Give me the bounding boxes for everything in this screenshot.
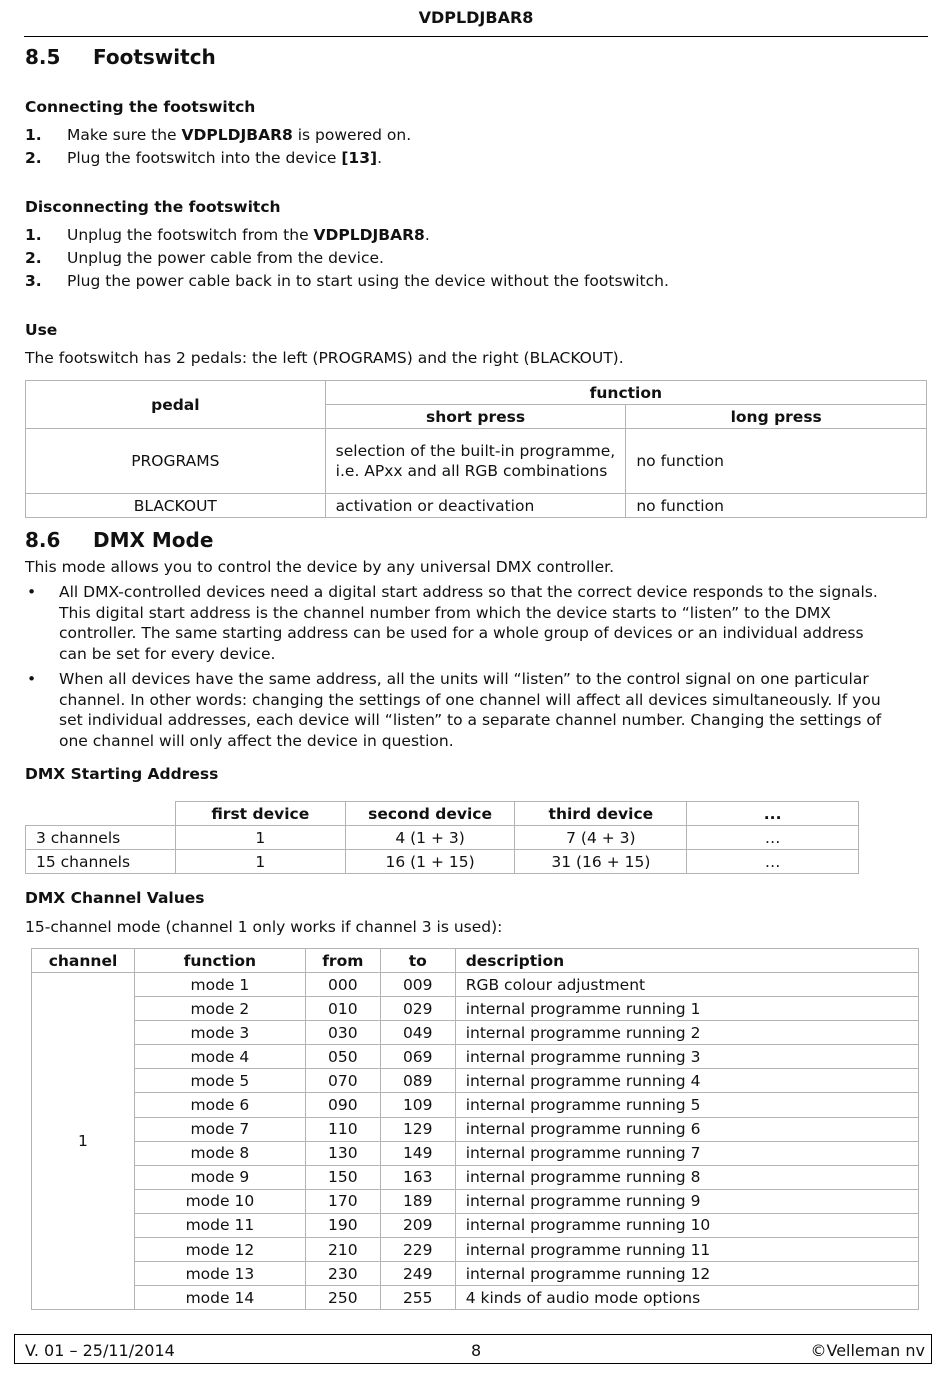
document-title: VDPLDJBAR8 (418, 8, 534, 27)
header-third-device: third device (515, 802, 687, 826)
from-cell: 050 (305, 1045, 380, 1069)
function-cell: mode 11 (134, 1213, 305, 1237)
from-cell: 070 (305, 1069, 380, 1093)
table-row (32, 1117, 919, 1141)
table-row: 15 channels 1 16 (1 + 15) 31 (16 + 15) … (26, 850, 859, 874)
table-row (32, 1165, 919, 1189)
table-row (32, 1262, 919, 1286)
to-cell: 249 (380, 1262, 455, 1286)
description-cell: internal programme running 6 (455, 1117, 918, 1141)
copyright: ©Velleman nv (810, 1341, 925, 1360)
header-function: function (134, 949, 305, 973)
header-first-device: first device (175, 802, 345, 826)
section-heading-dmx-mode: 8.6 DMX Mode (25, 528, 214, 552)
header-from: from (305, 949, 380, 973)
to-cell: 149 (380, 1141, 455, 1165)
description-cell: 4 kinds of audio mode options (455, 1286, 918, 1310)
connect-step-1: 1. Make sure the VDPLDJBAR8 is powered on. (25, 126, 412, 144)
function-cell: mode 13 (134, 1262, 305, 1286)
subheading-use: Use (25, 321, 58, 339)
channel-cell: 1 (32, 973, 135, 1310)
bullet-icon: • (27, 670, 37, 688)
table-row (32, 1286, 919, 1310)
from-cell: 230 (305, 1262, 380, 1286)
disconnect-step-2: 2. Unplug the power cable from the device. (25, 249, 384, 267)
function-cell: mode 8 (134, 1141, 305, 1165)
from-cell: 190 (305, 1213, 380, 1237)
table-row (32, 1069, 919, 1093)
to-cell: 029 (380, 997, 455, 1021)
dmx-intro: This mode allows you to control the device by any universal DMX controller. (25, 558, 615, 576)
header-short-press: short press (325, 405, 626, 429)
from-cell: 030 (305, 1021, 380, 1045)
header-description: description (455, 949, 918, 973)
description-cell: internal programme running 12 (455, 1262, 918, 1286)
pedal-cell: BLACKOUT (26, 494, 326, 518)
to-cell: 129 (380, 1117, 455, 1141)
function-cell: mode 3 (134, 1021, 305, 1045)
description-cell: internal programme running 3 (455, 1045, 918, 1069)
short-press-cell: selection of the built-in programme, i.e. APxx and all RGB combinations (325, 429, 626, 494)
disconnect-step-1: 1. Unplug the footswitch from the VDPLDJBAR8. (25, 226, 430, 244)
dmx-channel-values-table (31, 948, 919, 1310)
short-press-cell: activation or deactivation (325, 494, 626, 518)
function-cell: mode 6 (134, 1093, 305, 1117)
to-cell: 209 (380, 1213, 455, 1237)
header-pedal: pedal (26, 381, 326, 429)
table-row (32, 1213, 919, 1237)
function-cell: mode 10 (134, 1189, 305, 1213)
table-row (32, 1238, 919, 1262)
from-cell: 000 (305, 973, 380, 997)
from-cell: 150 (305, 1165, 380, 1189)
from-cell: 110 (305, 1117, 380, 1141)
header-more: ... (687, 802, 859, 826)
version-date: V. 01 – 25/11/2014 (25, 1341, 175, 1360)
channel-mode-note: 15-channel mode (channel 1 only works if channel 3 is used): (25, 918, 503, 936)
long-press-cell: no function (626, 429, 927, 494)
use-description: The footswitch has 2 pedals: the left (PROGRAMS) and the right (BLACKOUT). (25, 349, 624, 367)
description-cell: internal programme running 5 (455, 1093, 918, 1117)
description-cell: internal programme running 7 (455, 1141, 918, 1165)
function-cell: mode 7 (134, 1117, 305, 1141)
table-row (32, 973, 919, 997)
to-cell: 163 (380, 1165, 455, 1189)
pedal-cell: PROGRAMS (26, 429, 326, 494)
section-heading-footswitch: 8.5 Footswitch (25, 45, 216, 69)
table-row: 3 channels 1 4 (1 + 3) 7 (4 + 3) … (26, 826, 859, 850)
table-row (32, 1141, 919, 1165)
to-cell: 255 (380, 1286, 455, 1310)
function-cell: mode 5 (134, 1069, 305, 1093)
to-cell: 069 (380, 1045, 455, 1069)
description-cell: internal programme running 10 (455, 1213, 918, 1237)
disconnect-step-3: 3. Plug the power cable back in to start using the device without the footswitch. (25, 272, 669, 290)
connect-step-2: 2. Plug the footswitch into the device [13]. (25, 149, 383, 167)
header-to: to (380, 949, 455, 973)
function-cell: mode 2 (134, 997, 305, 1021)
list-item: • All DMX-controlled devices need a digital start address so that the correct device responds to the signals. This digital start address is the channel number from which the device starts to “listen” to the DMX controller. The same starting address can be used for a whole group of devices or an individual address can be set for every device. (27, 583, 878, 663)
description-cell: internal programme running 2 (455, 1021, 918, 1045)
table-row (32, 997, 919, 1021)
page-footer (14, 1334, 932, 1364)
long-press-cell: no function (626, 494, 927, 518)
function-cell: mode 14 (134, 1286, 305, 1310)
function-cell: mode 4 (134, 1045, 305, 1069)
to-cell: 009 (380, 973, 455, 997)
to-cell: 109 (380, 1093, 455, 1117)
function-cell: mode 12 (134, 1238, 305, 1262)
dmx-starting-address-table (25, 801, 859, 874)
bullet-icon: • (27, 583, 37, 601)
subheading-dmx-starting-address: DMX Starting Address (25, 765, 219, 783)
subheading-dmx-channel-values: DMX Channel Values (25, 889, 205, 907)
subheading-connecting: Connecting the footswitch (25, 98, 256, 116)
description-cell: internal programme running 11 (455, 1238, 918, 1262)
from-cell: 250 (305, 1286, 380, 1310)
table-row (32, 1189, 919, 1213)
table-row (26, 494, 927, 518)
header-long-press: long press (626, 405, 927, 429)
to-cell: 189 (380, 1189, 455, 1213)
table-row (32, 1093, 919, 1117)
from-cell: 090 (305, 1093, 380, 1117)
table-row (32, 1021, 919, 1045)
list-item: • When all devices have the same address, all the units will “listen” to the control signal on one particular channel. In other words: changing the settings of one channel will affect all devices simultaneously. If you set individual addresses, each device will “listen” to a separate channel number. Changing the settings of one channel will only affect the device in question. (27, 670, 882, 750)
function-cell: mode 1 (134, 973, 305, 997)
to-cell: 089 (380, 1069, 455, 1093)
page-header (24, 8, 928, 37)
description-cell: internal programme running 9 (455, 1189, 918, 1213)
from-cell: 010 (305, 997, 380, 1021)
header-channel: channel (32, 949, 135, 973)
description-cell: internal programme running 8 (455, 1165, 918, 1189)
dmx-bullet-list (25, 582, 895, 756)
from-cell: 130 (305, 1141, 380, 1165)
header-second-device: second device (345, 802, 515, 826)
from-cell: 170 (305, 1189, 380, 1213)
to-cell: 229 (380, 1238, 455, 1262)
from-cell: 210 (305, 1238, 380, 1262)
to-cell: 049 (380, 1021, 455, 1045)
header-function: function (325, 381, 926, 405)
pedal-function-table (25, 380, 927, 518)
description-cell: internal programme running 4 (455, 1069, 918, 1093)
table-row (26, 429, 927, 494)
description-cell: RGB colour adjustment (455, 973, 918, 997)
page-number: 8 (471, 1341, 482, 1360)
description-cell: internal programme running 1 (455, 997, 918, 1021)
table-row (32, 1045, 919, 1069)
subheading-disconnecting: Disconnecting the footswitch (25, 198, 281, 216)
function-cell: mode 9 (134, 1165, 305, 1189)
